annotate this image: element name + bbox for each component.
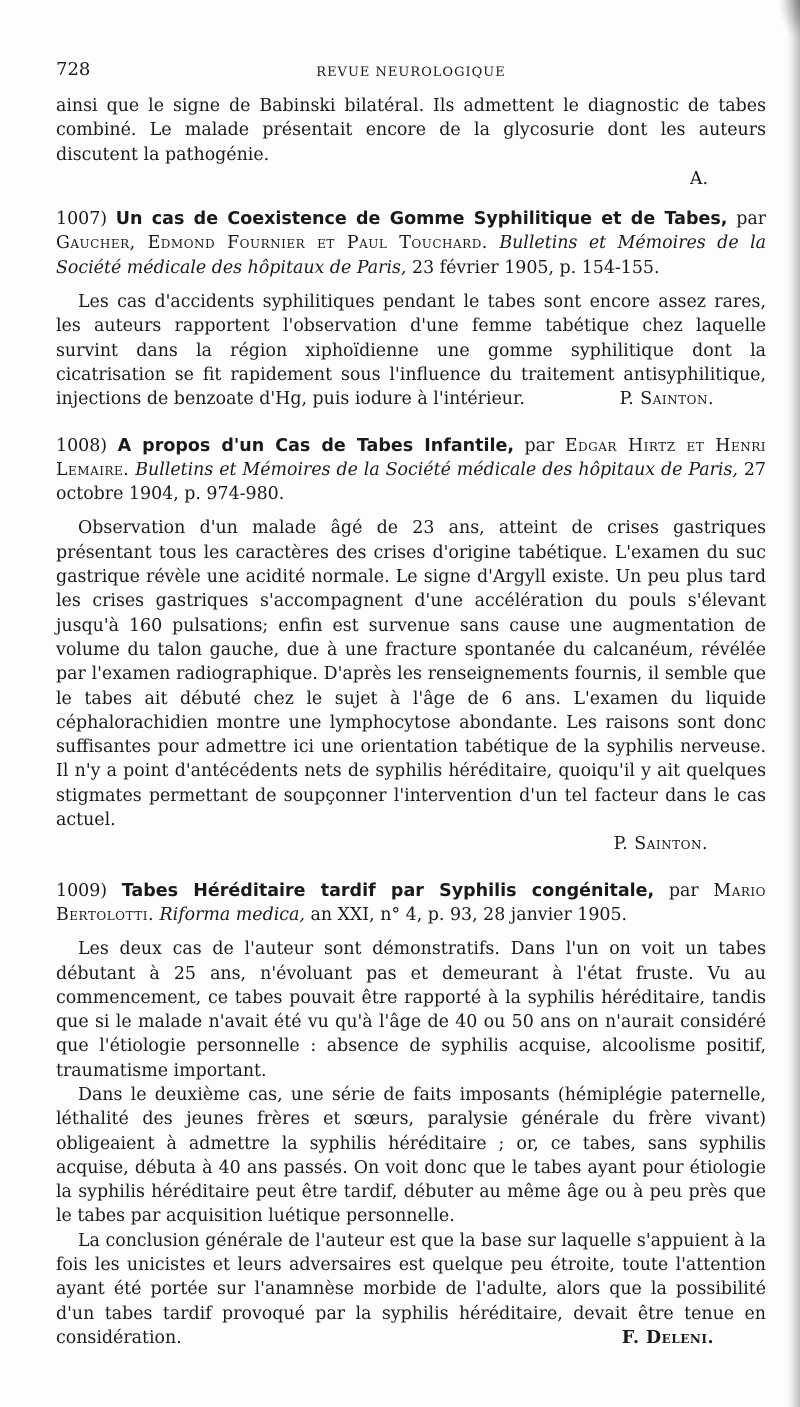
entry-citation: 27 octobre 1904, p. 974-980. [56,459,766,505]
entry-source: Bulletins et Mémoires de la Société médicale des hôpitaux de Paris, [135,459,738,480]
abstract-entry-1007 [56,207,766,411]
entry-heading [56,879,766,928]
scan-corner-shadow [778,0,800,40]
entry-paragraph: La conclusion générale de l'auteur est que la base sur laquelle s'appuient à la fois les unicistes et leurs adversaires est quelque peu étroite, toute l'attention ayant été portée sur l'anamnèse morbide de l'adulte, alors que la possibilité d'un tabes tardif provoqué par la syphilis héréditaire, devait être tenue en considération. F. Deleni. [56,1229,766,1350]
entry-by: par [668,880,699,901]
running-title: REVUE NEUROLOGIQUE [316,65,506,80]
entry-title: Un cas de Coexistence de Gomme Syphilitique et de Tabes, [115,209,728,230]
entry-paragraph: Les deux cas de l'auteur sont démonstratifs. Dans l'un on voit un tabes débutant à 25 ans, n'évoluant pas et demeurant à l'état fruste. Vu au commencement, ce tabes pouvait être rapporté à la syphilis héréditaire, tandis que si le malade n'avait été vu qu'à l'âge de 40 ou 50 ans on n'aurait considéré que l'étiologie personnelle : absence de syphilis acquise, alcoolisme positif, traumatisme important. [56,939,766,1081]
continuation-signature: A. [689,168,708,189]
entry-by: par [736,209,767,230]
entry-number: 1008) [56,435,108,456]
entry-paragraph: Observation d'un malade âgé de 23 ans, atteint de crises gastriques présentant tous les caractères des crises d'origine tabétique. L'examen du suc gastrique révèle une acidité normale. Le signe d'Argyll existe. Un peu plus tard les crises gastriques s'accompagnent d'une accélération du pouls s'élevant jusqu'à 160 pulsations; enfin est survenue sans cause une augmentation de volume du talon gauche, due à une fracture spontanée du calcanéum, révélée par l'examen radiographique. D'après les renseignements fournis, il semble que le tabes ait débuté chez le sujet à l'âge de 6 ans. L'examen du liquide céphalorachidien montre une lymphocytose abondante. Les raisons sont donc suffisantes pour admettre ici une orientation tabétique de la syphilis nerveuse. Il n'y a point d'antécédents nets de syphilis héréditaire, quoiqu'il y ait quelques stigmates permettant de soupçonner l'intervention d'un tel facteur dans le cas actuel. [56,518,766,831]
scan-edge-shadow [786,0,800,1407]
page-number: 728 [56,59,91,80]
entry-number: 1009) [56,880,108,901]
entry-signature: P. Sainton. [619,389,714,410]
entry-source: Riforma medica, [159,904,305,925]
entry-citation: 23 février 1905, p. 154-155. [412,257,660,278]
entry-authors: Gaucher, Edmond Fournier et Paul Touchard. [56,233,488,254]
entry-signature: P. Sainton. [613,834,708,855]
entry-title: A propos d'un Cas de Tabes Infantile, [117,435,514,456]
page-header [56,58,766,86]
entry-citation: an XXI, n° 4, p. 93, 28 janvier 1905. [310,904,628,925]
continuation-block [56,94,766,191]
entry-by: par [524,435,555,456]
entry-authors: Mario Bertolotti. [56,880,766,925]
abstract-entry-1009 [56,879,766,1351]
entry-paragraph: Les cas d'accidents syphilitiques pendant le tabes sont encore assez rares, les auteurs rapportent l'observation d'une femme tabétique chez laquelle survint dans la région xiphoïdienne une gomme syphilitique dont la cicatrisation se fit rapidement sous l'influence du traitement antisyphilitique, injections de benzoate d'Hg, puis iodure à l'intérieur. P. Sainton. [56,290,766,411]
entry-title: Tabes Héréditaire tardif par Syphilis congénitale, [121,880,655,901]
entry-source: Bulletins et Mémoires de la Société médicale des hôpitaux de Paris, [56,233,766,278]
entry-heading [56,207,766,280]
continuation-text: ainsi que le signe de Babinski bilatéral. Ils admettent le diagnostic de tabes combiné. Le malade présentait encore de la glycosurie dont les auteurs discutent la pathogénie. [56,96,766,165]
entry-number: 1007) [56,209,108,230]
entry-signature: F. Deleni. [621,1327,714,1348]
entry-heading [56,434,766,507]
entry-paragraph: Dans le deuxième cas, une série de faits imposants (hémiplégie paternelle, léthalité des jeunes frères et sœurs, paralysie générale du frère vivant) obligeaient à admettre la syphilis héréditaire ; or, ce tabes, sans syphilis acquise, débuta à 40 ans passés. On voit donc que le tabes ayant pour étiologie la syphilis héréditaire peut être tardif, débuter au même âge ou à peu près que le tabes par acquisition luétique personnelle. [56,1084,766,1227]
journal-page [56,58,766,1350]
entry-authors: Edgar Hirtz et Henri Lemaire. [56,435,767,480]
entry-signature-line [56,832,766,856]
abstract-entry-1008 [56,434,766,857]
